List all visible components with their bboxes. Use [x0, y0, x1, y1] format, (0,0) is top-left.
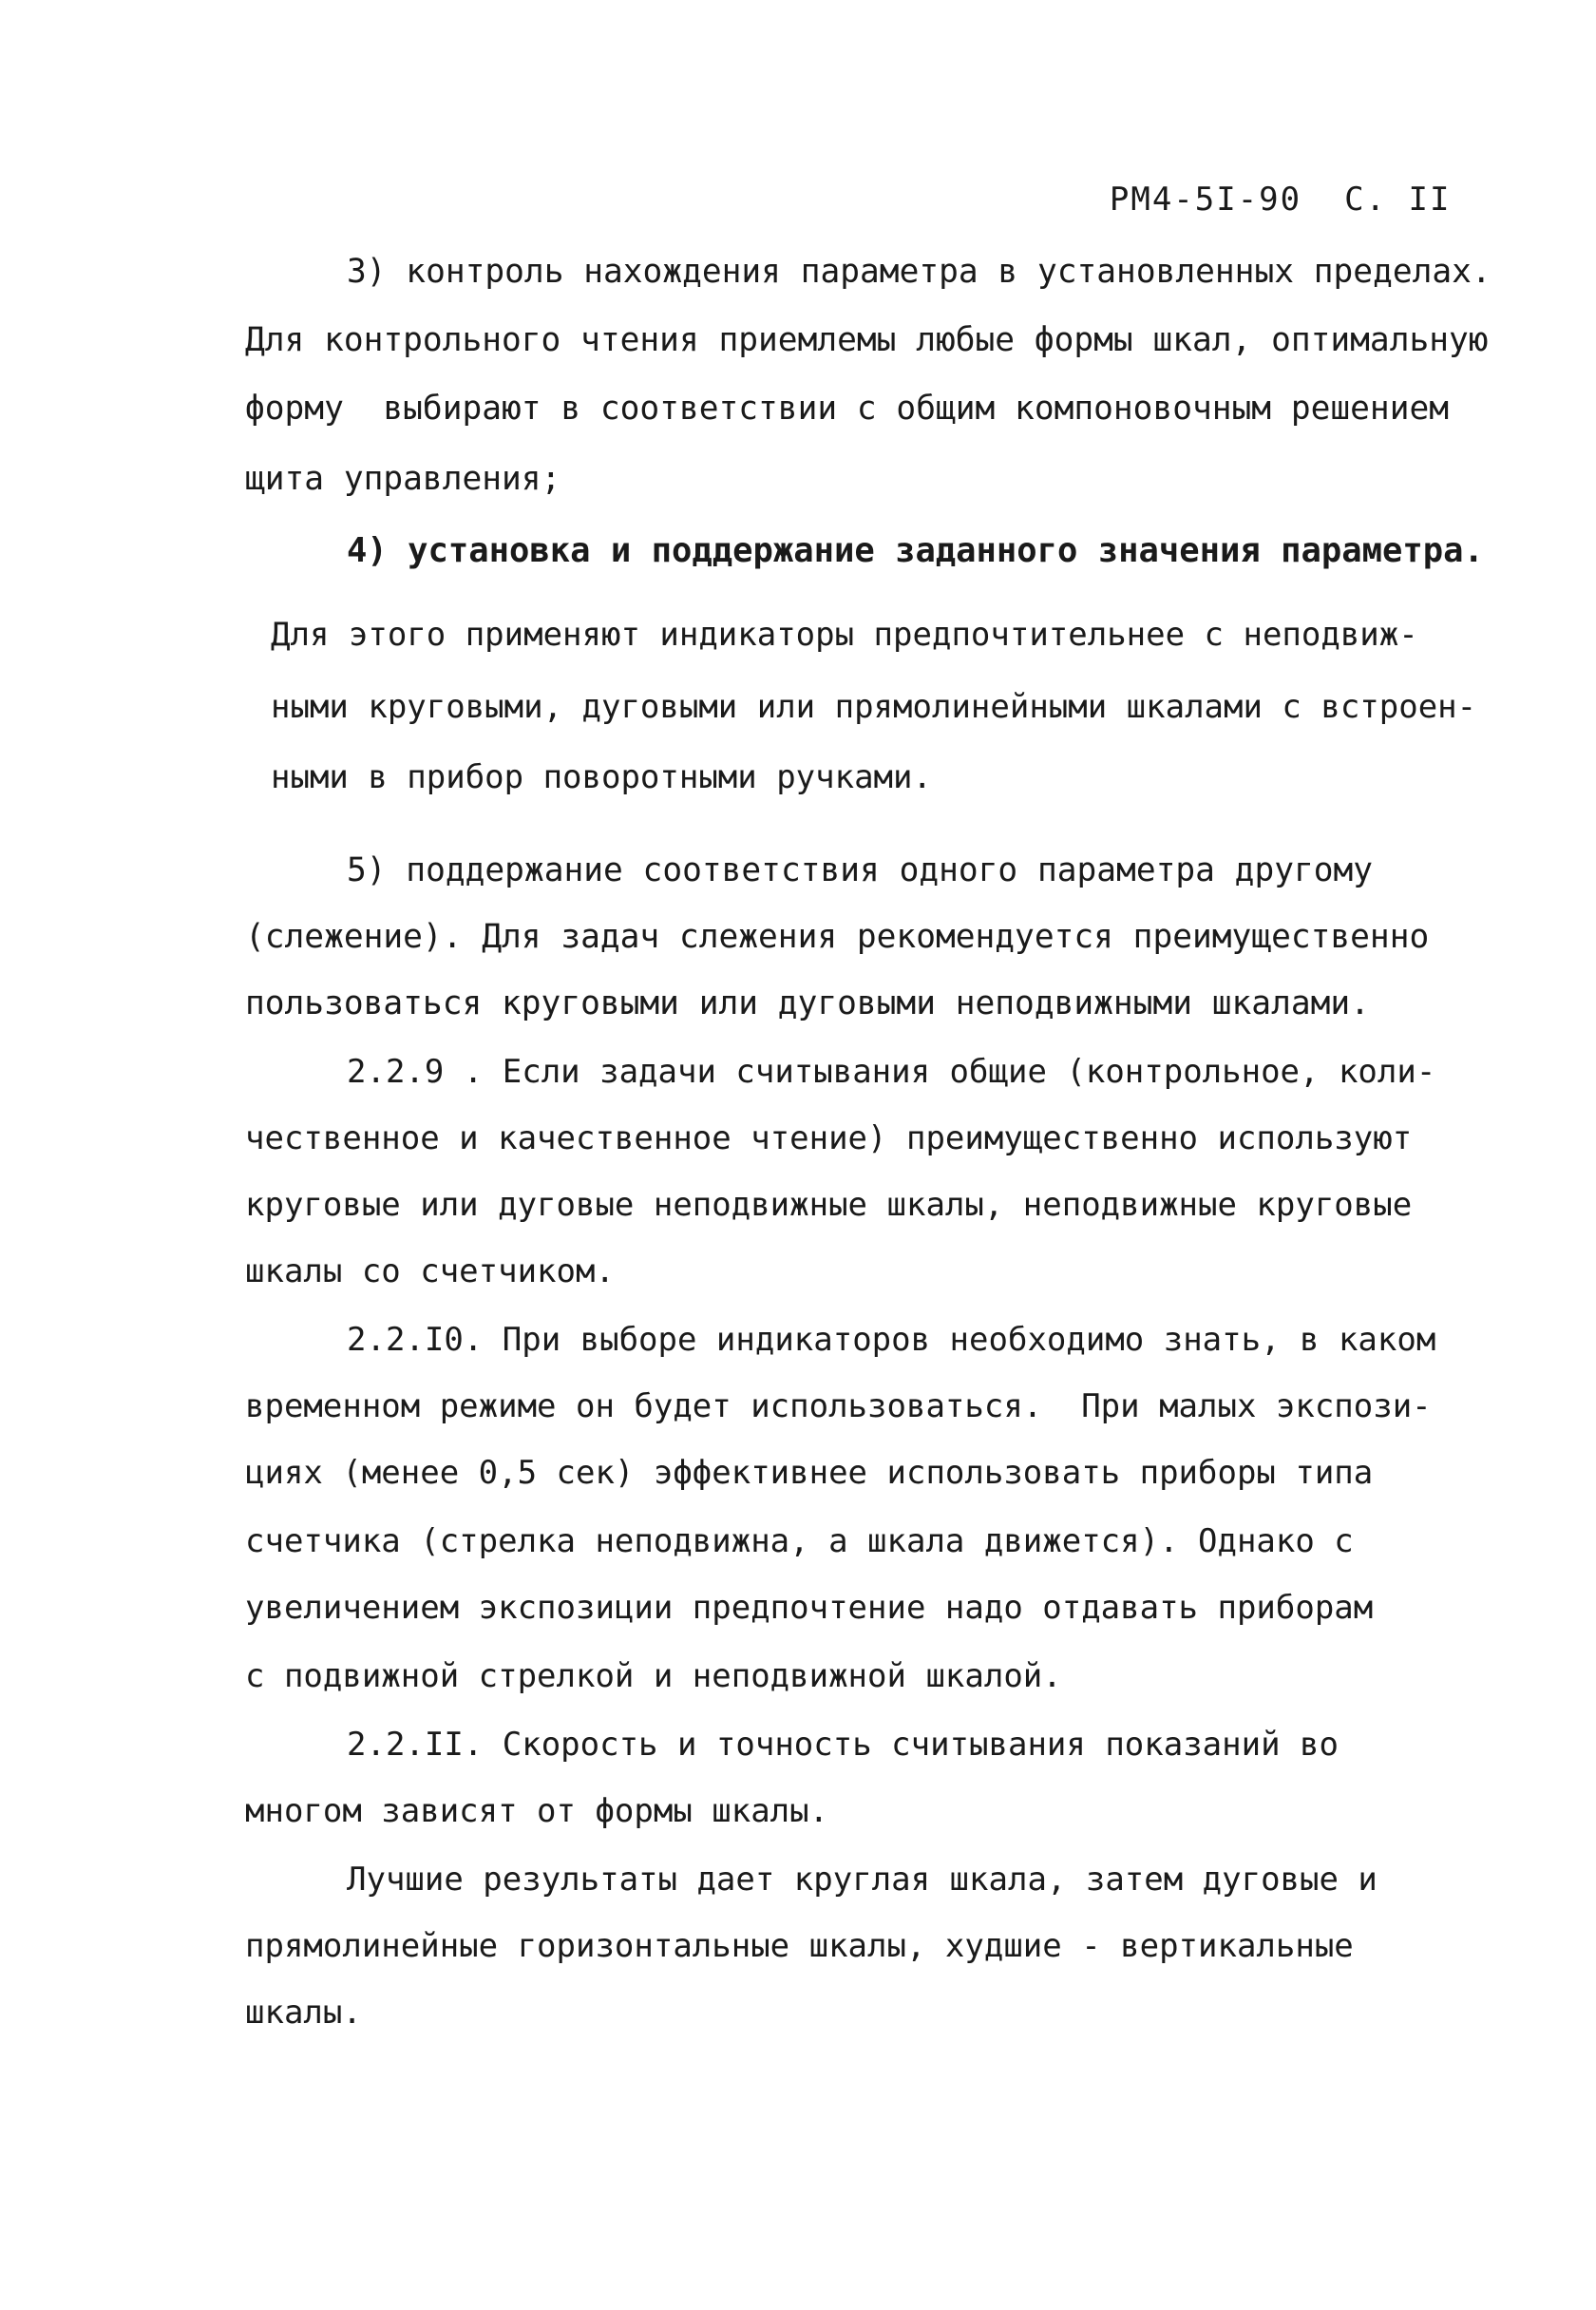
page-number: С. II	[1344, 181, 1452, 219]
text-line: шкалы со счетчиком.	[245, 1252, 615, 1290]
text-line: 2.2.II. Скорость и точность считывания показаний во	[347, 1726, 1339, 1764]
text-line: Для контрольного чтения приемлемы любые формы шкал, оптимальную	[245, 321, 1489, 359]
text-line: 2.2.9 . Если задачи считывания общие (контрольное, коли-	[347, 1053, 1436, 1091]
text-line: многом зависят от формы шкалы.	[245, 1792, 829, 1830]
text-line: прямолинейные горизонтальные шкалы, худшие - вертикальные	[245, 1927, 1354, 1965]
text-line: циях (менее 0,5 сек) эффективнее использовать приборы типа	[245, 1454, 1374, 1492]
text-line: Лучшие результаты дает круглая шкала, затем дуговые и	[347, 1861, 1378, 1899]
text-line: чественное и качественное чтение) преимущественно используют	[245, 1119, 1413, 1157]
text-line: с подвижной стрелкой и неподвижной шкалой.	[245, 1657, 1062, 1695]
text-line: счетчика (стрелка неподвижна, а шкала движется). Однако с	[245, 1522, 1354, 1560]
text-line: 5) поддержание соответствия одного параметра другому	[347, 851, 1374, 889]
text-line: ными в прибор поворотными ручками.	[271, 758, 932, 796]
text-line: увеличением экспозиции предпочтение надо отдавать приборам	[245, 1589, 1374, 1627]
document-code: РМ4-5I-90	[1109, 181, 1302, 219]
text-line: 4) установка и поддержание заданного значения параметра.	[347, 531, 1484, 570]
text-line: щита управления;	[245, 460, 561, 498]
text-line: Для этого применяют индикаторы предпочтительнее с неподвиж-	[271, 616, 1418, 654]
text-line: форму выбирают в соответствии с общим компоновочным решением	[245, 390, 1450, 428]
text-line: 2.2.I0. При выборе индикаторов необходимо знать, в каком	[347, 1321, 1436, 1359]
text-line: временном режиме он будет использоваться. При малых экспози-	[245, 1387, 1432, 1425]
text-line: пользоваться круговыми или дуговыми неподвижными шкалами.	[245, 984, 1370, 1022]
text-line: круговые или дуговые неподвижные шкалы, неподвижные круговые	[245, 1186, 1413, 1224]
text-line: 3) контроль нахождения параметра в установленных пределах.	[347, 253, 1492, 291]
text-line: ными круговыми, дуговыми или прямолинейными шкалами с встроен-	[271, 688, 1477, 726]
text-line: шкалы.	[245, 1994, 362, 2032]
page-header	[1024, 143, 1451, 257]
text-line: (слежение). Для задач слежения рекомендуется преимущественно	[245, 918, 1430, 956]
